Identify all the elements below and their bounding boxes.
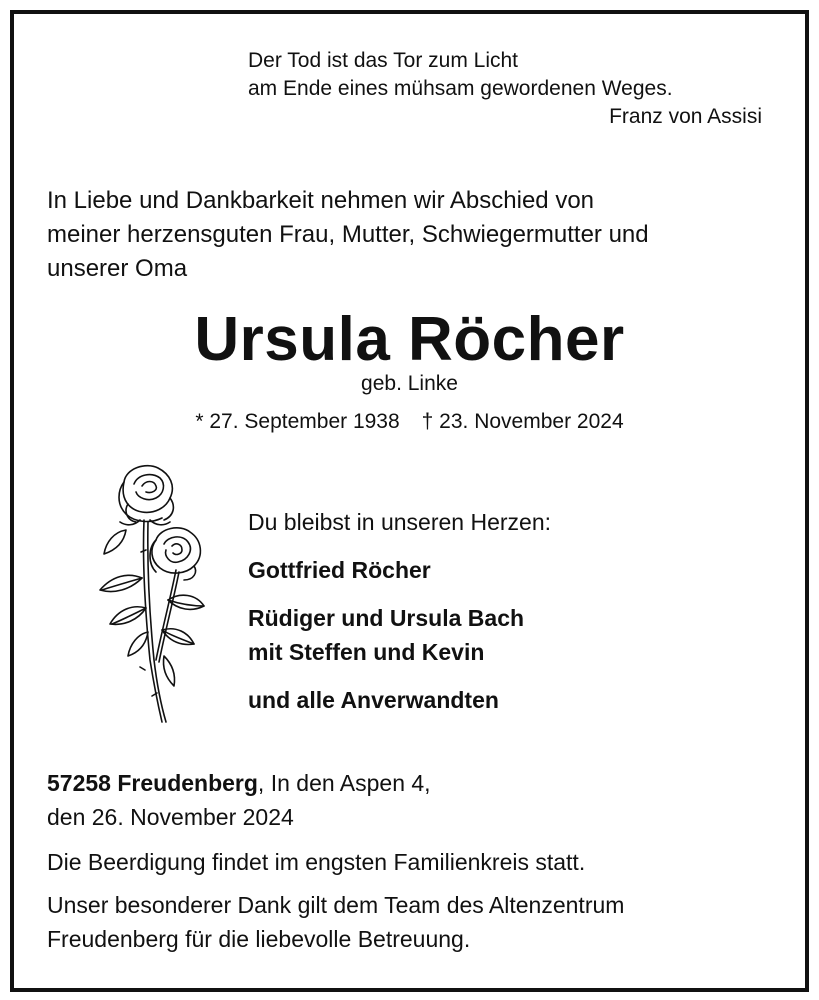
funeral-note: Die Beerdigung findet im engsten Familienkreis statt. [47, 849, 586, 875]
epigraph-quote [248, 47, 768, 131]
address-date: den 26. November 2024 [47, 804, 294, 830]
mourner-entry [248, 553, 768, 587]
mourners-block [248, 506, 768, 731]
life-dates [0, 407, 819, 437]
intro-line: unserer Oma [47, 255, 188, 282]
mourner-name: mit Steffen und Kevin [248, 639, 485, 665]
address-city: 57258 Freudenberg [47, 770, 258, 796]
address-street: , In den Aspen 4, [257, 770, 431, 796]
thanks-line: Unser besonderer Dank gilt dem Team des Altenzentrum [47, 892, 625, 918]
deceased-name: Ursula Röcher [194, 305, 625, 374]
quote-line: am Ende eines mühsam gewordenen Weges. [248, 77, 673, 100]
mourner-entry [248, 683, 768, 717]
mourner-name: und alle Anverwandten [248, 687, 499, 713]
mourner-name: Gottfried Röcher [248, 557, 431, 583]
address-block [47, 766, 787, 834]
quote-author: Franz von Assisi [609, 105, 762, 128]
birth-name: geb. Linke [361, 372, 458, 395]
mourner-name: Rüdiger und Ursula Bach [248, 605, 525, 631]
birth-date: * 27. September 1938 [195, 410, 400, 433]
intro-line: meiner herzensguten Frau, Mutter, Schwiegermutter und [47, 221, 649, 248]
address-line [47, 766, 787, 800]
quote-line: Der Tod ist das Tor zum Licht [248, 49, 519, 72]
thanks-note [47, 888, 787, 956]
death-date: † 23. November 2024 [421, 410, 624, 433]
mourner-entry [248, 601, 768, 669]
intro-line: In Liebe und Dankbarkeit nehmen wir Abschied von [47, 187, 595, 214]
mourners-heading: Du bleibst in unseren Herzen: [248, 509, 551, 535]
thanks-line: Freudenberg für die liebevolle Betreuung. [47, 926, 471, 952]
rose-illustration-icon [84, 460, 210, 726]
intro-text [47, 184, 787, 286]
